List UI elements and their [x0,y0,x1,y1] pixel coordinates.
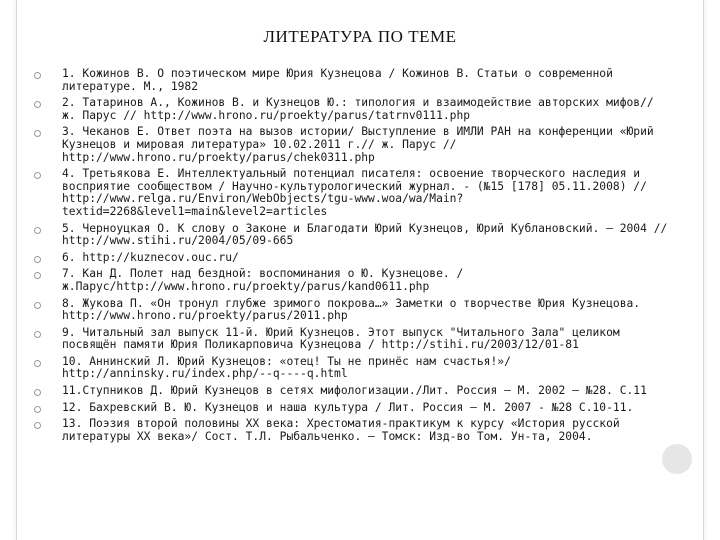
reference-item [34,252,674,265]
reference-item [34,126,674,164]
reference-text: 2. Татаринов А., Кожинов В. и Кузнецов Ю.: типология и взаимодействие авторских мифов// ж. Парус // http://www.hrono.ru/proekty/parus/tatrnv0111.php [62,96,654,122]
reference-item [34,385,674,398]
circle-bullet-icon [34,130,41,137]
reference-item [34,97,674,122]
circle-bullet-icon [34,272,41,279]
reference-item [34,418,674,443]
reference-text: 5. Черноуцкая О. К слову о Законе и Благодати Юрий Кузнецов, Юрий Кублановский. – 2004 // http://www.stihi.ru/2004/05/09-665 [62,221,668,248]
reference-item [34,298,674,323]
reference-text: 10. Аннинский Л. Юрий Кузнецов: «отец! Ты не принёс нам счастья!»/ http://anninsky.ru/index.php/--q----q.html [62,354,511,381]
slide-title: ЛИТЕРАТУРА ПО ТЕМЕ [263,27,457,46]
reference-item [34,68,674,93]
reference-text: 11.Ступников Д. Юрий Кузнецов в сетях мифологизации./Лит. Россия – М. 2002 – №28. С.11 [62,384,647,398]
reference-text: 7. Кан Д. Полет над бездной: воспоминания о Ю. Кузнецове. / ж.Парус/http://www.hrono.ru/proekty/parus/kand0611.php [62,267,464,293]
circle-bullet-icon [34,101,41,108]
circle-bullet-icon [34,360,41,367]
reference-text: 3. Чеканов Е. Ответ поэта на вызов истории/ Выступление в ИМЛИ РАН на конференции «Юрий Кузнецов и мировая литература» 10.02.2011 г.// ж. Парус // http://www.hrono.ru/proekty/parus/chek0311.php [62,125,654,164]
reference-item [34,356,674,381]
circle-bullet-icon [34,302,41,309]
reference-text: 8. Жукова П. «Он тронул глубже зримого покрова…» Заметки о творчестве Юрия Кузнецова. http://www.hrono.ru/proekty/parus/2011.php [62,296,641,323]
circle-bullet-icon [34,227,41,234]
reference-item [34,268,674,293]
circle-bullet-icon [34,72,41,79]
circle-bullet-icon [34,422,41,429]
circle-bullet-icon [34,406,41,413]
reference-text: 1. Кожинов В. О поэтическом мире Юрия Кузнецова / Кожинов В. Статьи о современной литературе. М., 1982 [62,67,613,93]
reference-text: 6. http://kuznecov.ouc.ru/ [62,250,239,264]
reference-list [34,68,674,447]
reference-item [34,402,674,415]
reference-text: 4. Третьякова Е. Интеллектуальный потенциал писателя: освоение творческого наследия и восприятие сообществом / Научно-культурологический журнал. - (№15 [178] 05.11.2008) // http://www.relga.ru/Environ/WebObjects/tgu-www.woa/wa/Main?textid=2268&level1=main&level2=articles [62,167,647,218]
reference-item [34,223,674,248]
reference-text: 12. Бахревский В. Ю. Кузнецов и наша культура / Лит. Россия – М. 2007 - №28 С.10-11. [62,400,634,414]
reference-item [34,168,674,218]
reference-item [34,327,674,352]
reference-text: 13. Поэзия второй половины XX века: Хрестоматия-практикум к курсу «История русской литературы XX века»/ Сост. Т.Л. Рыбальченко. – Томск: Изд-во Том. Ун-та, 2004. [62,417,620,443]
circle-bullet-icon [34,331,41,338]
circle-bullet-icon [34,256,41,263]
circle-bullet-icon [34,172,41,179]
circle-bullet-icon [34,389,41,396]
reference-text: 9. Читальный зал выпуск 11-й. Юрий Кузнецов. Этот выпуск "Читального Зала" целиком посвящён памяти Юрия Поликарповича Кузнецова / http://stihi.ru/2003/12/01-81 [62,325,620,352]
corner-circle-decoration [662,444,692,474]
